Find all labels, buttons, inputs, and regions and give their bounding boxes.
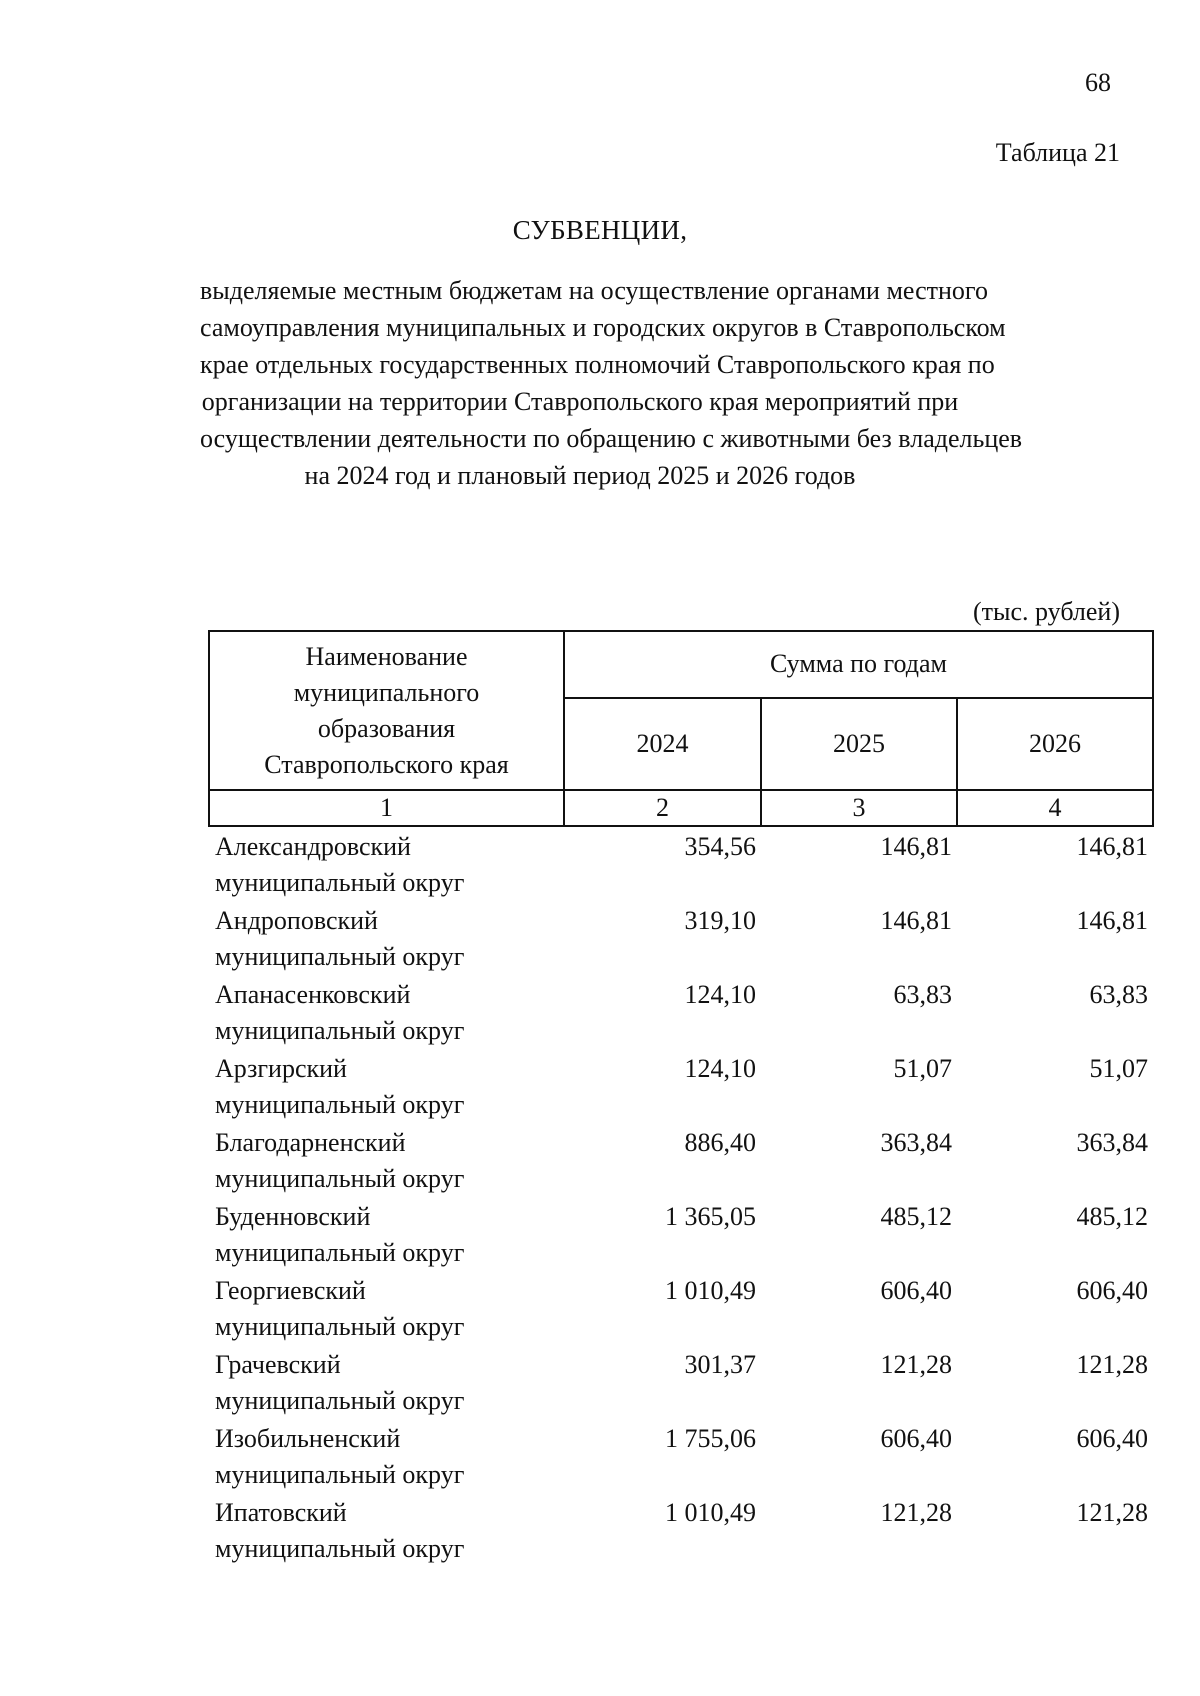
municipality-name-line: Ипатовский — [215, 1498, 347, 1527]
municipality-name — [209, 1345, 564, 1419]
header-year-2025: 2025 — [761, 698, 957, 790]
municipality-name-line: муниципальный округ — [215, 1386, 465, 1415]
municipality-name-line: Георгиевский — [215, 1276, 366, 1305]
amount-2025: 146,81 — [880, 906, 952, 935]
table-row — [209, 901, 1153, 975]
table-row — [209, 1493, 1153, 1567]
amount-2025: 121,28 — [880, 1350, 952, 1379]
table-row — [209, 826, 1153, 901]
amount-2026: 51,07 — [1089, 1054, 1148, 1083]
amount-2026: 121,28 — [1076, 1350, 1148, 1379]
amount-2024: 886,40 — [684, 1128, 756, 1157]
municipality-name — [209, 1493, 564, 1567]
municipality-name-line: муниципальный округ — [215, 1312, 465, 1341]
header-name-line: образования — [317, 713, 456, 743]
amount-2024: 1 010,49 — [665, 1276, 756, 1305]
document-subtitle — [200, 272, 1023, 494]
municipality-name — [209, 1049, 564, 1123]
header-name-line: Ставропольского края — [264, 749, 509, 779]
municipality-name-line: Апанасенковский — [215, 980, 411, 1009]
amount-2025: 606,40 — [880, 1276, 952, 1305]
table-row — [209, 1271, 1153, 1345]
municipality-name-line: Арзгирский — [215, 1054, 347, 1083]
municipality-name-line: муниципальный округ — [215, 1090, 465, 1119]
amount-2026: 485,12 — [1076, 1202, 1148, 1231]
municipality-name-line: муниципальный округ — [215, 868, 465, 897]
amount-2025: 63,83 — [893, 980, 952, 1009]
amount-2024: 354,56 — [684, 832, 756, 861]
table-row — [209, 1345, 1153, 1419]
municipality-name-line: муниципальный округ — [215, 1164, 465, 1193]
municipality-name-line: муниципальный округ — [215, 1016, 465, 1045]
amount-2024: 1 010,49 — [665, 1498, 756, 1527]
page-number: 68 — [1085, 68, 1111, 97]
table-row — [209, 1197, 1153, 1271]
municipality-name-line: муниципальный округ — [215, 1238, 465, 1267]
column-index: 4 — [957, 790, 1153, 826]
column-index: 3 — [761, 790, 957, 826]
table-row — [209, 1123, 1153, 1197]
header-name-line: муниципального — [293, 677, 480, 707]
column-index: 2 — [564, 790, 761, 826]
municipality-name-line: муниципальный округ — [215, 1534, 465, 1563]
document-title: СУБВЕНЦИИ, — [512, 215, 688, 245]
table-row — [209, 975, 1153, 1049]
subtitle-line: самоуправления муниципальных и городских округов в Ставропольском — [200, 313, 1006, 342]
subtitle-line: на 2024 год и плановый период 2025 и 2026 годов — [304, 461, 856, 490]
subtitle-line: организации на территории Ставропольского края мероприятий при — [201, 387, 959, 416]
municipality-name-line: Изобильненский — [215, 1424, 401, 1453]
subtitle-line: выделяемые местным бюджетам на осуществление органами местного — [200, 276, 988, 305]
amount-2024: 1 365,05 — [665, 1202, 756, 1231]
units-note: (тыс. рублей) — [972, 597, 1120, 626]
amount-2025: 121,28 — [880, 1498, 952, 1527]
table-row — [209, 1419, 1153, 1493]
municipality-name — [209, 901, 564, 975]
municipality-name-line: Благодарненский — [215, 1128, 406, 1157]
municipality-name — [209, 1123, 564, 1197]
amount-2026: 146,81 — [1076, 906, 1148, 935]
amount-2026: 606,40 — [1076, 1424, 1148, 1453]
municipality-name-line: Александровский — [215, 832, 411, 861]
header-sum-by-years: Сумма по годам — [564, 631, 1153, 698]
amount-2024: 124,10 — [684, 980, 756, 1009]
municipality-name-line: Андроповский — [215, 906, 378, 935]
header-year-2026: 2026 — [957, 698, 1153, 790]
header-year-2024: 2024 — [564, 698, 761, 790]
column-index: 1 — [209, 790, 564, 826]
table-body — [209, 826, 1153, 1567]
municipality-name-line: муниципальный округ — [215, 1460, 465, 1489]
municipality-name-line: муниципальный округ — [215, 942, 465, 971]
subtitle-line: крае отдельных государственных полномочий Ставропольского края по — [200, 350, 995, 379]
amount-2024: 124,10 — [684, 1054, 756, 1083]
municipality-name — [209, 1271, 564, 1345]
subventions-table — [208, 630, 1154, 1567]
amount-2025: 606,40 — [880, 1424, 952, 1453]
header-name-line: Наименование — [305, 641, 468, 671]
amount-2024: 319,10 — [684, 906, 756, 935]
amount-2026: 63,83 — [1089, 980, 1148, 1009]
header-municipality-name — [209, 631, 564, 790]
table-label: Таблица 21 — [995, 138, 1120, 167]
municipality-name-line: Грачевский — [215, 1350, 341, 1379]
table-row — [209, 1049, 1153, 1123]
amount-2025: 363,84 — [880, 1128, 952, 1157]
municipality-name — [209, 975, 564, 1049]
municipality-name — [209, 826, 564, 901]
amount-2025: 51,07 — [893, 1054, 952, 1083]
amount-2025: 485,12 — [880, 1202, 952, 1231]
amount-2025: 146,81 — [880, 832, 952, 861]
amount-2026: 121,28 — [1076, 1498, 1148, 1527]
amount-2024: 1 755,06 — [665, 1424, 756, 1453]
subtitle-line: осуществлении деятельности по обращению с животными без владельцев — [200, 424, 1023, 453]
municipality-name — [209, 1419, 564, 1493]
amount-2026: 606,40 — [1076, 1276, 1148, 1305]
amount-2026: 363,84 — [1076, 1128, 1148, 1157]
amount-2024: 301,37 — [684, 1350, 756, 1379]
municipality-name — [209, 1197, 564, 1271]
municipality-name-line: Буденновский — [215, 1202, 371, 1231]
amount-2026: 146,81 — [1076, 832, 1148, 861]
